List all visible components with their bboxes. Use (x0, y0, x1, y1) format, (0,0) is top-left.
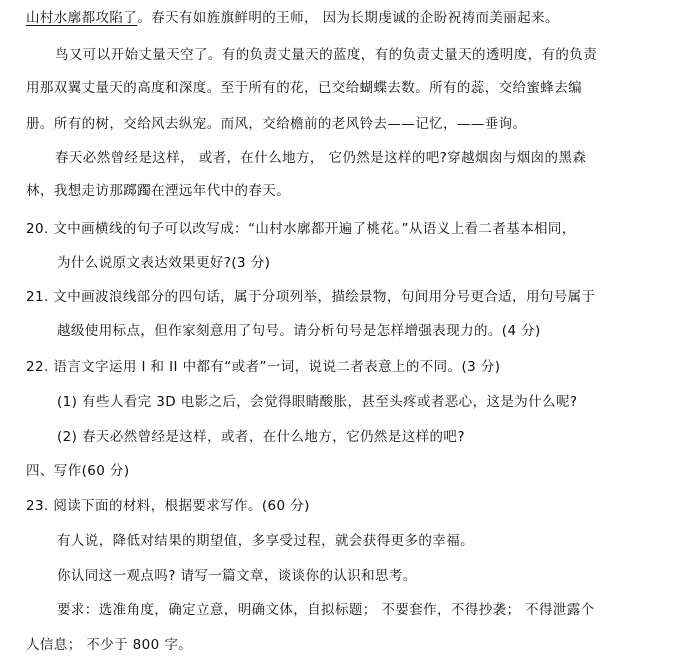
question-20-line2: 为什么说原文表达效果更好?(3 分) (57, 255, 271, 271)
passage-para3-line2: 林，我想走访那踯躅在湮远年代中的春天。 (26, 183, 291, 199)
question-20-line1: 20. 文中画横线的句子可以改写成：“山村水廓都开遍了桃花。”从语义上看二者基本相同， (26, 221, 576, 237)
question-23-line1: 23. 阅读下面的材料，根据要求写作。(60 分) (26, 498, 310, 514)
passage-para2-line1: 鸟又可以开始丈量天空了。有的负责丈量天的蓝度，有的负责丈量天的透明度，有的负责 (55, 47, 598, 63)
passage-line-1-rest: 。春天有如旌旗鲜明的王师， 因为长期虔诚的企盼祝祷而美丽起来。 (137, 10, 559, 26)
passage-para2-line2: 用那双翼丈量天的高度和深度。至于所有的花，已交给蝴蝶去数。所有的蕊，交给蜜蜂去编 (26, 80, 582, 96)
question-22-sub2: (2) 春天必然曾经是这样，或者，在什么地方，它仍然是这样的吧? (57, 429, 465, 445)
passage-line-1 (26, 9, 559, 27)
section-title-writing: 四、写作(60 分) (26, 463, 130, 479)
question-22-sub1: (1) 有些人看完 3D 电影之后，会觉得眼睛酸胀，甚至头疼或者恶心，这是为什么呢? (57, 394, 578, 410)
underlined-sentence: 山村水廓都攻陷了 (26, 10, 138, 26)
question-22-line1: 22. 语言文字运用 I 和 II 中都有“或者”一词，说说二者表意上的不同。(3 分) (26, 359, 501, 375)
question-21-line1: 21. 文中画波浪线部分的四句话，属于分项列举，描绘景物，句间用分号更合适，用句号属于 (26, 289, 596, 305)
writing-prompt: 你认同这一观点吗? 请写一篇文章，谈谈你的认识和思考。 (57, 568, 417, 584)
writing-material: 有人说，降低对结果的期望值，多享受过程，就会获得更多的幸福。 (57, 533, 474, 549)
passage-para2-line3: 册。所有的树，交给风去纵宠。而风，交给檐前的老风铃去——记忆，——垂询。 (26, 116, 527, 132)
passage-para3-line1: 春天必然曾经是这样， 或者，在什么地方， 它仍然是这样的吧?穿越烟囱与烟囱的黑森 (55, 150, 587, 166)
question-21-line2: 越级使用标点，但作家刻意用了句号。请分析句号是怎样增强表现力的。(4 分) (57, 323, 541, 339)
writing-requirements-line1: 要求：选准角度，确定立意，明确文体，自拟标题； 不要套作，不得抄袭； 不得泄露个 (57, 602, 595, 618)
writing-requirements-line2: 人信息； 不少于 800 字。 (26, 637, 193, 653)
